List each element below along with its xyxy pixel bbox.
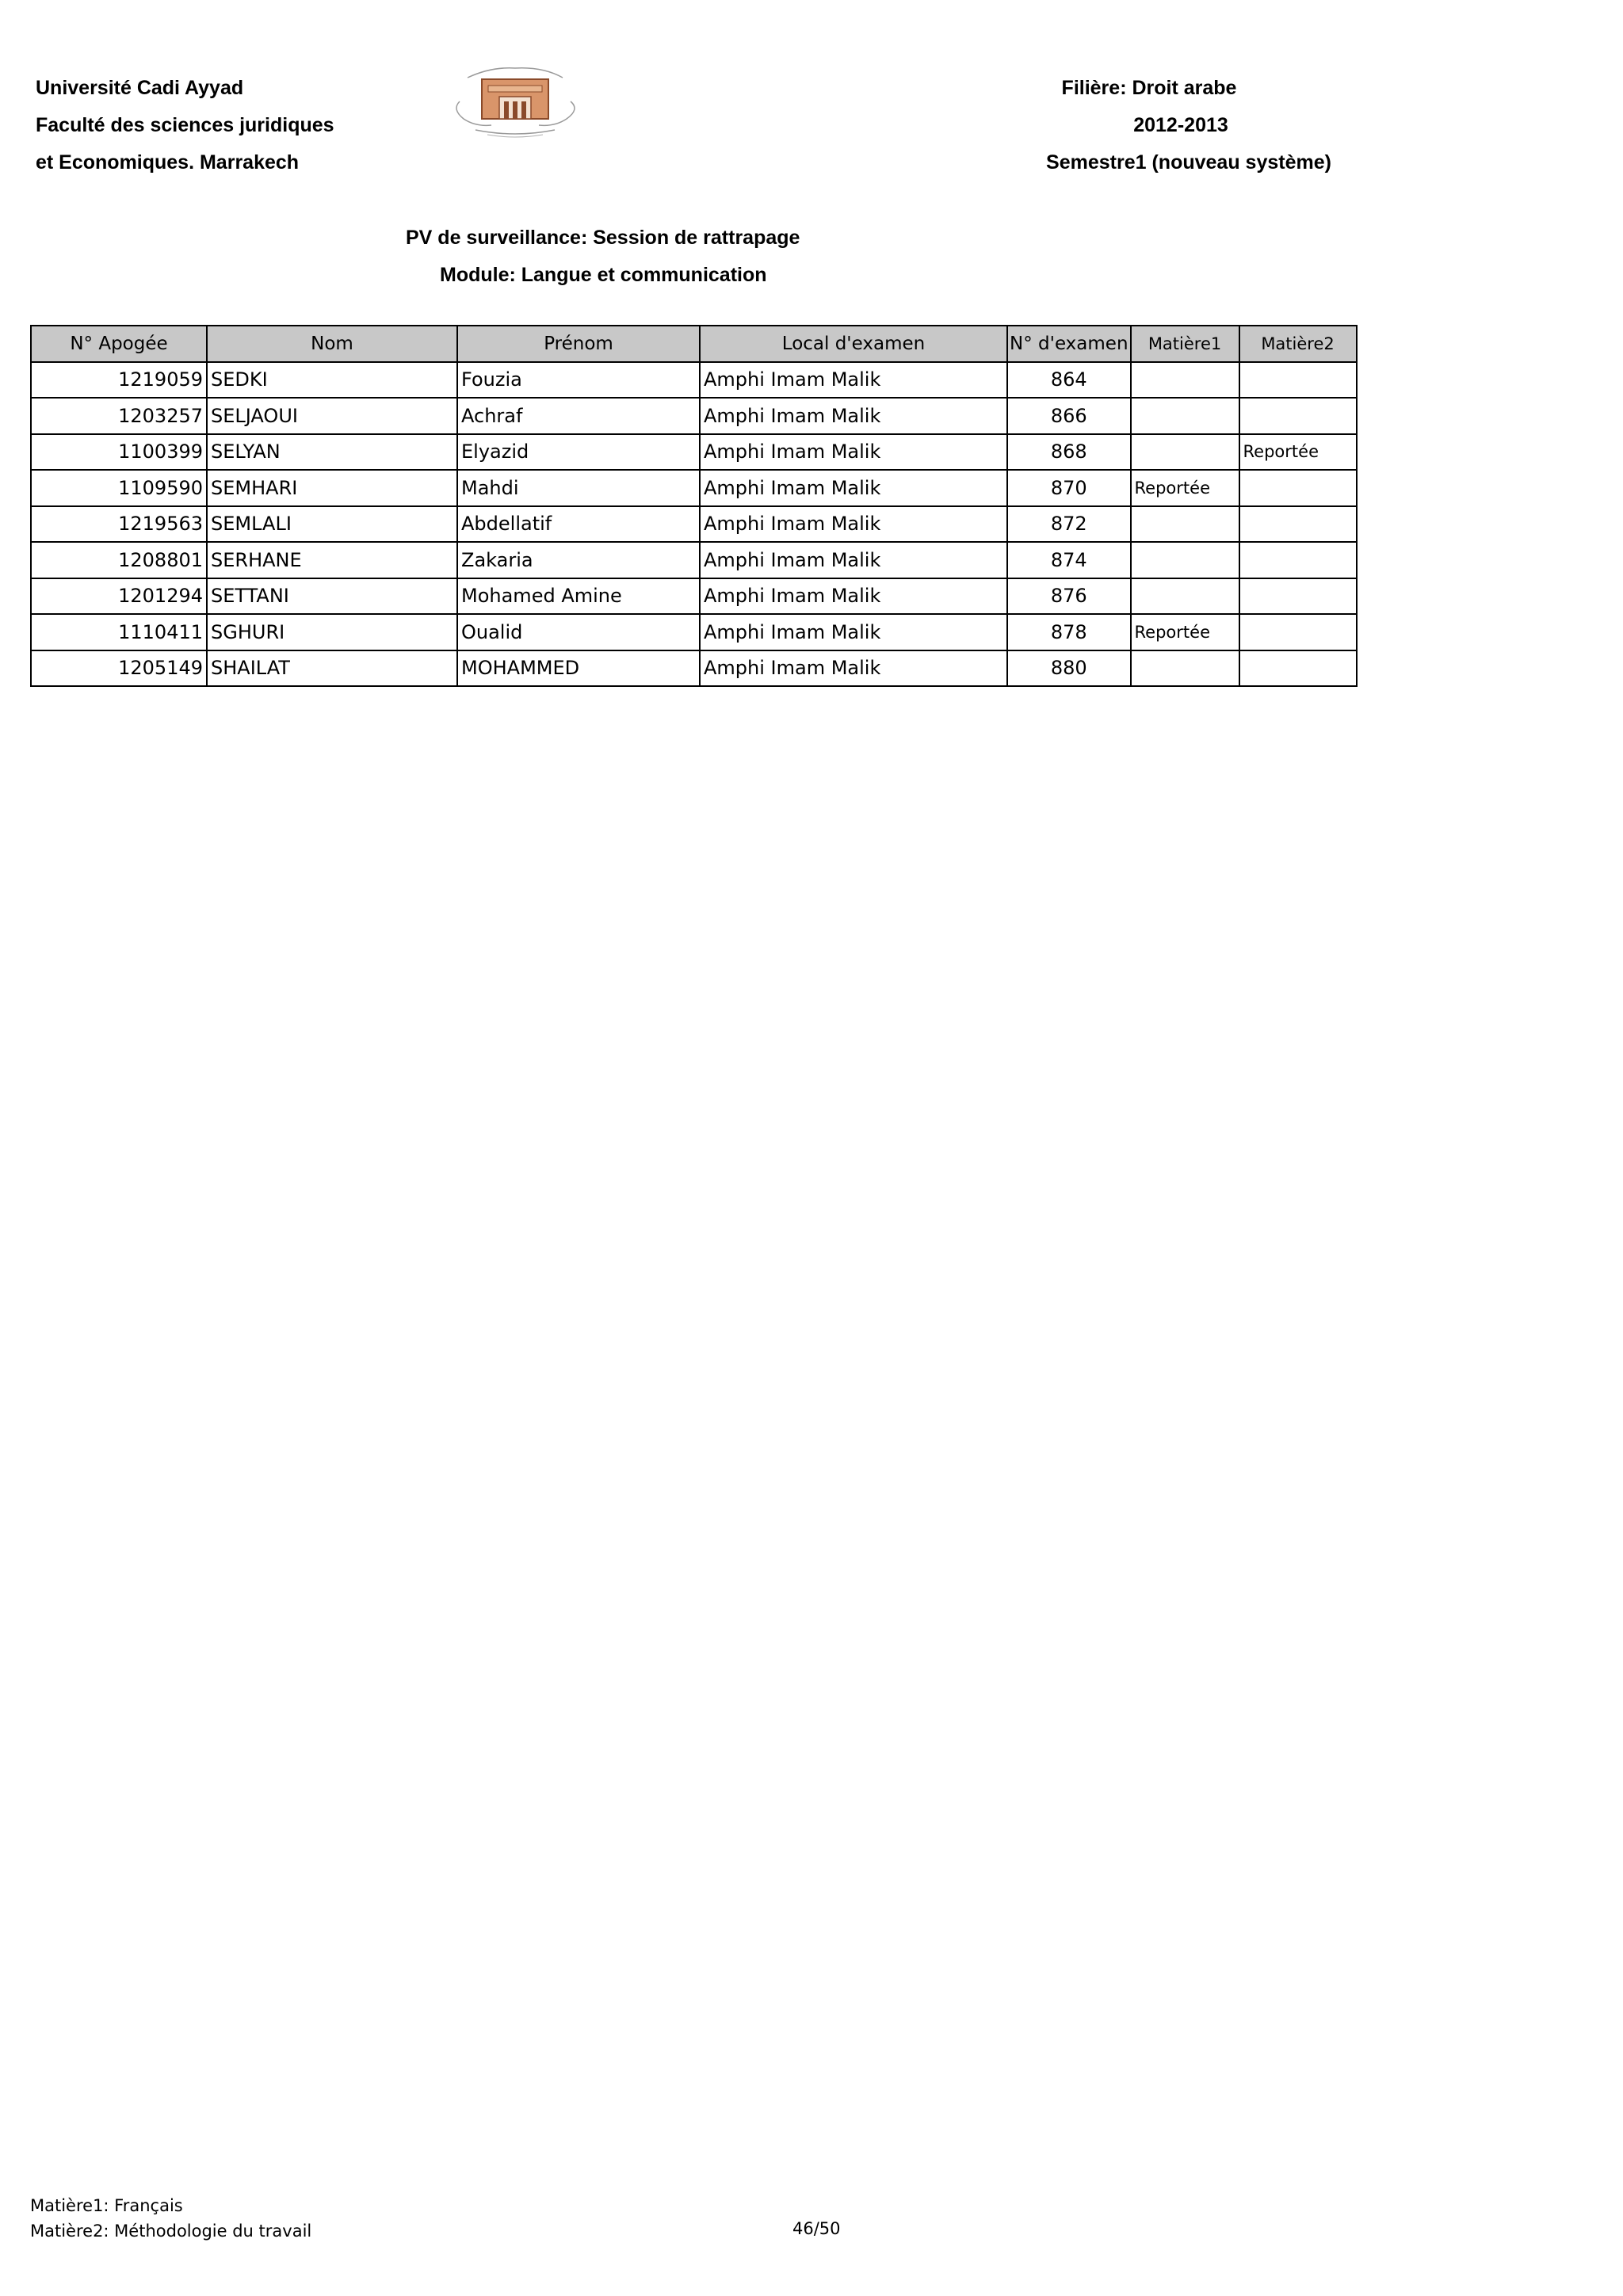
legend-matiere1: Matière1: Français <box>30 2196 183 2215</box>
cell-matiere1 <box>1131 650 1239 687</box>
cell-prenom: Fouzia <box>457 362 700 399</box>
col-header-num-examen: N° d'examen <box>1007 326 1131 362</box>
faculty-line-2: et Economiques. Marrakech <box>36 151 300 174</box>
module-title: Module: Langue et communication <box>440 264 767 286</box>
cell-num-examen: 874 <box>1007 542 1131 578</box>
table-row <box>31 542 1357 578</box>
filiere: Filière: Droit arabe <box>1061 77 1237 99</box>
cell-local: Amphi Imam Malik <box>700 434 1007 471</box>
cell-nom: SHAILAT <box>207 650 457 687</box>
cell-nom: SEMHARI <box>207 470 457 506</box>
cell-matiere2 <box>1239 506 1357 543</box>
cell-matiere1 <box>1131 542 1239 578</box>
cell-apogee: 1205149 <box>31 650 207 687</box>
cell-apogee: 1100399 <box>31 434 207 471</box>
cell-apogee: 1109590 <box>31 470 207 506</box>
cell-prenom: Oualid <box>457 614 700 650</box>
cell-num-examen: 868 <box>1007 434 1131 471</box>
cell-local: Amphi Imam Malik <box>700 542 1007 578</box>
col-header-local: Local d'examen <box>700 326 1007 362</box>
cell-matiere1 <box>1131 398 1239 434</box>
cell-apogee: 1208801 <box>31 542 207 578</box>
pv-title: PV de surveillance: Session de rattrapage <box>406 227 800 249</box>
cell-apogee: 1203257 <box>31 398 207 434</box>
table-row <box>31 470 1357 506</box>
academic-year: 2012-2013 <box>1133 114 1228 136</box>
cell-nom: SELYAN <box>207 434 457 471</box>
cell-apogee: 1201294 <box>31 578 207 615</box>
table-row <box>31 398 1357 434</box>
cell-prenom: Mahdi <box>457 470 700 506</box>
cell-prenom: Abdellatif <box>457 506 700 543</box>
cell-matiere1 <box>1131 434 1239 471</box>
cell-prenom: Zakaria <box>457 542 700 578</box>
table-row <box>31 650 1357 687</box>
cell-nom: SERHANE <box>207 542 457 578</box>
cell-nom: SELJAOUI <box>207 398 457 434</box>
cell-num-examen: 872 <box>1007 506 1131 543</box>
cell-local: Amphi Imam Malik <box>700 506 1007 543</box>
cell-num-examen: 870 <box>1007 470 1131 506</box>
cell-apogee: 1219059 <box>31 362 207 399</box>
cell-prenom: Mohamed Amine <box>457 578 700 615</box>
table-row <box>31 506 1357 543</box>
cell-matiere2 <box>1239 614 1357 650</box>
university-building-logo-icon <box>444 62 586 141</box>
cell-num-examen: 878 <box>1007 614 1131 650</box>
cell-matiere2 <box>1239 398 1357 434</box>
cell-num-examen: 880 <box>1007 650 1131 687</box>
cell-local: Amphi Imam Malik <box>700 362 1007 399</box>
cell-nom: SETTANI <box>207 578 457 615</box>
col-header-prenom: Prénom <box>457 326 700 362</box>
cell-num-examen: 864 <box>1007 362 1131 399</box>
col-header-matiere2: Matière2 <box>1239 326 1357 362</box>
cell-nom: SGHURI <box>207 614 457 650</box>
semester: Semestre1 (nouveau système) <box>1046 151 1331 174</box>
cell-matiere2 <box>1239 578 1357 615</box>
col-header-nom: Nom <box>207 326 457 362</box>
cell-matiere1 <box>1131 578 1239 615</box>
table-row <box>31 434 1357 471</box>
table-row <box>31 578 1357 615</box>
cell-matiere2 <box>1239 650 1357 687</box>
page-number: 46/50 <box>792 2219 841 2238</box>
cell-local: Amphi Imam Malik <box>700 398 1007 434</box>
table-header-row <box>31 326 1357 362</box>
cell-matiere1: Reportée <box>1131 470 1239 506</box>
cell-prenom: Elyazid <box>457 434 700 471</box>
surveillance-table <box>30 325 1358 687</box>
table-row <box>31 362 1357 399</box>
cell-nom: SEDKI <box>207 362 457 399</box>
cell-local: Amphi Imam Malik <box>700 578 1007 615</box>
table-row <box>31 614 1357 650</box>
cell-local: Amphi Imam Malik <box>700 470 1007 506</box>
cell-local: Amphi Imam Malik <box>700 614 1007 650</box>
cell-apogee: 1219563 <box>31 506 207 543</box>
cell-matiere2 <box>1239 470 1357 506</box>
cell-matiere1: Reportée <box>1131 614 1239 650</box>
cell-matiere1 <box>1131 362 1239 399</box>
cell-matiere2 <box>1239 542 1357 578</box>
university-name: Université Cadi Ayyad <box>36 77 244 99</box>
legend-matiere2: Matière2: Méthodologie du travail <box>30 2222 312 2241</box>
cell-prenom: MOHAMMED <box>457 650 700 687</box>
cell-num-examen: 876 <box>1007 578 1131 615</box>
col-header-matiere1: Matière1 <box>1131 326 1239 362</box>
cell-matiere2: Reportée <box>1239 434 1357 471</box>
cell-apogee: 1110411 <box>31 614 207 650</box>
cell-matiere2 <box>1239 362 1357 399</box>
col-header-apogee: N° Apogée <box>31 326 207 362</box>
cell-num-examen: 866 <box>1007 398 1131 434</box>
faculty-line-1: Faculté des sciences juridiques <box>36 114 334 136</box>
cell-nom: SEMLALI <box>207 506 457 543</box>
cell-local: Amphi Imam Malik <box>700 650 1007 687</box>
cell-matiere1 <box>1131 506 1239 543</box>
cell-prenom: Achraf <box>457 398 700 434</box>
